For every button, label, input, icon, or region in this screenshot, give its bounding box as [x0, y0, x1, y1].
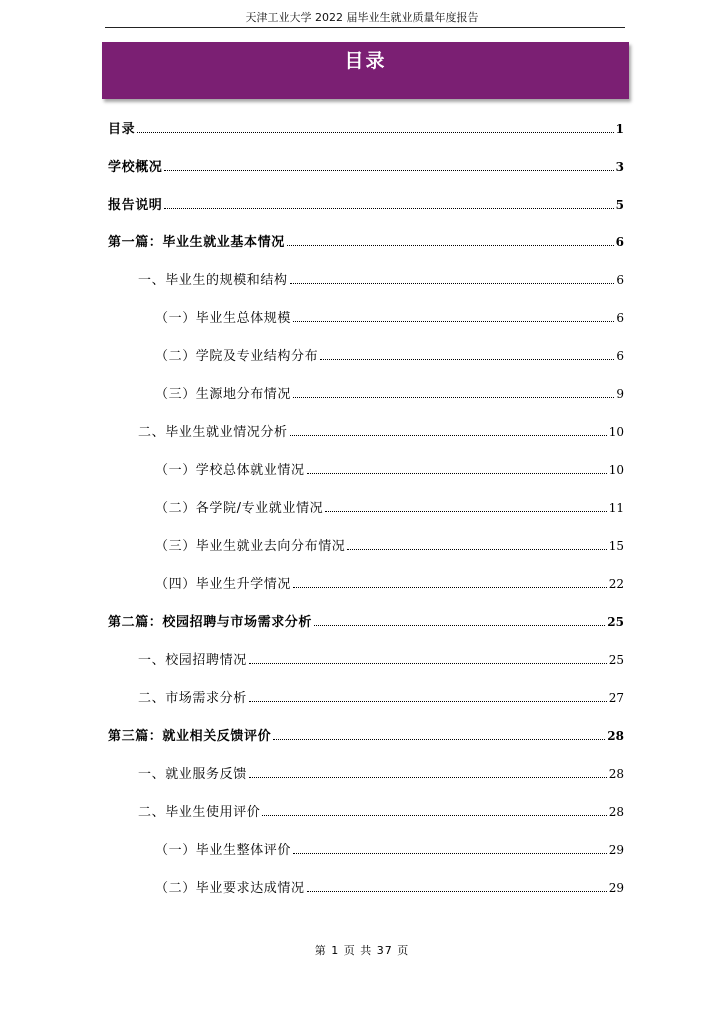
toc-entry-label: （一）毕业生整体评价	[155, 843, 292, 858]
toc-entry[interactable]	[138, 765, 624, 784]
toc-entry-page: 6	[616, 311, 624, 325]
toc-leader	[137, 132, 613, 133]
toc-leader	[293, 321, 614, 322]
toc-entry-label: （二）学院及专业结构分布	[155, 349, 319, 364]
toc-entry-page: 6	[616, 349, 624, 363]
page-title: 目录	[344, 50, 387, 72]
toc-entry-page: 6	[615, 235, 624, 249]
toc-entry-page: 29	[608, 843, 624, 857]
toc-entry-page: 28	[607, 729, 624, 743]
toc-leader	[347, 549, 606, 550]
toc-entry-label: 二、毕业生使用评价	[138, 805, 261, 820]
toc-entry[interactable]	[138, 689, 624, 708]
toc-entry-label: 报告说明	[108, 198, 163, 213]
toc-entry[interactable]	[155, 347, 624, 366]
toc-entry-label: （三）毕业生就业去向分布情况	[155, 539, 346, 554]
toc-entry-label: 一、就业服务反馈	[138, 767, 247, 782]
toc-entry-page: 1	[615, 122, 624, 136]
toc-entry[interactable]	[108, 727, 624, 746]
toc-entry-label: 学校概况	[108, 160, 163, 175]
toc-leader	[164, 208, 613, 209]
toc-leader	[249, 777, 607, 778]
toc-entry-page: 10	[608, 425, 624, 439]
toc-entry-page: 25	[608, 653, 624, 667]
toc-entry-page: 11	[608, 501, 624, 515]
toc-entry-page: 6	[616, 273, 624, 287]
toc-leader	[262, 815, 606, 816]
toc-entry-label: 一、校园招聘情况	[138, 653, 247, 668]
toc-leader	[290, 435, 607, 436]
toc-leader	[164, 170, 613, 171]
toc-leader	[249, 701, 607, 702]
toc-entry-label: （一）毕业生总体规模	[155, 311, 292, 326]
toc-entry[interactable]	[108, 233, 624, 252]
toc-entry[interactable]	[155, 879, 624, 898]
toc-entry[interactable]	[138, 423, 624, 442]
toc-entry-label: （二）毕业要求达成情况	[155, 881, 305, 896]
page-footer: 第 1 页 共 37 页	[314, 944, 410, 957]
toc-leader	[249, 663, 607, 664]
toc-entry[interactable]	[108, 196, 624, 215]
toc-entry-page: 3	[615, 160, 624, 174]
toc-leader	[314, 625, 605, 626]
toc-entry[interactable]	[155, 841, 624, 860]
toc-entry-label: （四）毕业生升学情况	[155, 577, 292, 592]
toc-leader	[307, 891, 607, 892]
toc-entry-label: 目录	[108, 122, 136, 137]
toc-entry[interactable]	[155, 575, 624, 594]
toc-entry-page: 10	[608, 463, 624, 477]
toc-entry-label: 第二篇：校园招聘与市场需求分析	[108, 615, 313, 630]
toc-entry-page: 25	[607, 615, 624, 629]
toc-leader	[293, 587, 607, 588]
toc-entry-page: 9	[616, 387, 624, 401]
toc-entry[interactable]	[155, 537, 624, 556]
toc-entry-page: 5	[615, 198, 624, 212]
toc-entry[interactable]	[138, 803, 624, 822]
toc-entry-page: 28	[608, 767, 624, 781]
toc-leader	[325, 511, 607, 512]
toc-entry-label: 一、毕业生的规模和结构	[138, 273, 288, 288]
toc-leader	[307, 473, 607, 474]
toc-leader	[287, 245, 614, 246]
toc-entry[interactable]	[108, 613, 624, 632]
toc-entry-label: （三）生源地分布情况	[155, 387, 292, 402]
toc-entry-page: 15	[608, 539, 624, 553]
toc-entry[interactable]	[155, 385, 624, 404]
toc-entry-page: 29	[608, 881, 624, 895]
toc-entry-label: （一）学校总体就业情况	[155, 463, 305, 478]
toc-entry-label: 第一篇：毕业生就业基本情况	[108, 235, 285, 250]
toc-entry-label: 二、市场需求分析	[138, 691, 247, 706]
toc-leader	[293, 853, 607, 854]
toc-entry-label: 二、毕业生就业情况分析	[138, 425, 288, 440]
toc-entry[interactable]	[155, 499, 624, 518]
toc-entry[interactable]	[108, 158, 624, 177]
toc-leader	[320, 359, 614, 360]
toc-leader	[293, 397, 614, 398]
toc-leader	[290, 283, 615, 284]
toc-entry-page: 22	[608, 577, 624, 591]
toc-entry-page: 27	[608, 691, 624, 705]
toc-entry[interactable]	[138, 271, 624, 290]
running-header: 天津工业大学 2022 届毕业生就业质量年度报告	[245, 11, 479, 24]
toc-entry[interactable]	[155, 461, 624, 480]
toc-entry[interactable]	[138, 651, 624, 670]
toc-leader	[273, 739, 605, 740]
toc-entry-page: 28	[608, 805, 624, 819]
toc-entry[interactable]	[108, 120, 624, 139]
toc-entry-label: （二）各学院/专业就业情况	[155, 501, 324, 516]
toc-entry-label: 第三篇：就业相关反馈评价	[108, 729, 272, 744]
toc-entry[interactable]	[155, 309, 624, 328]
